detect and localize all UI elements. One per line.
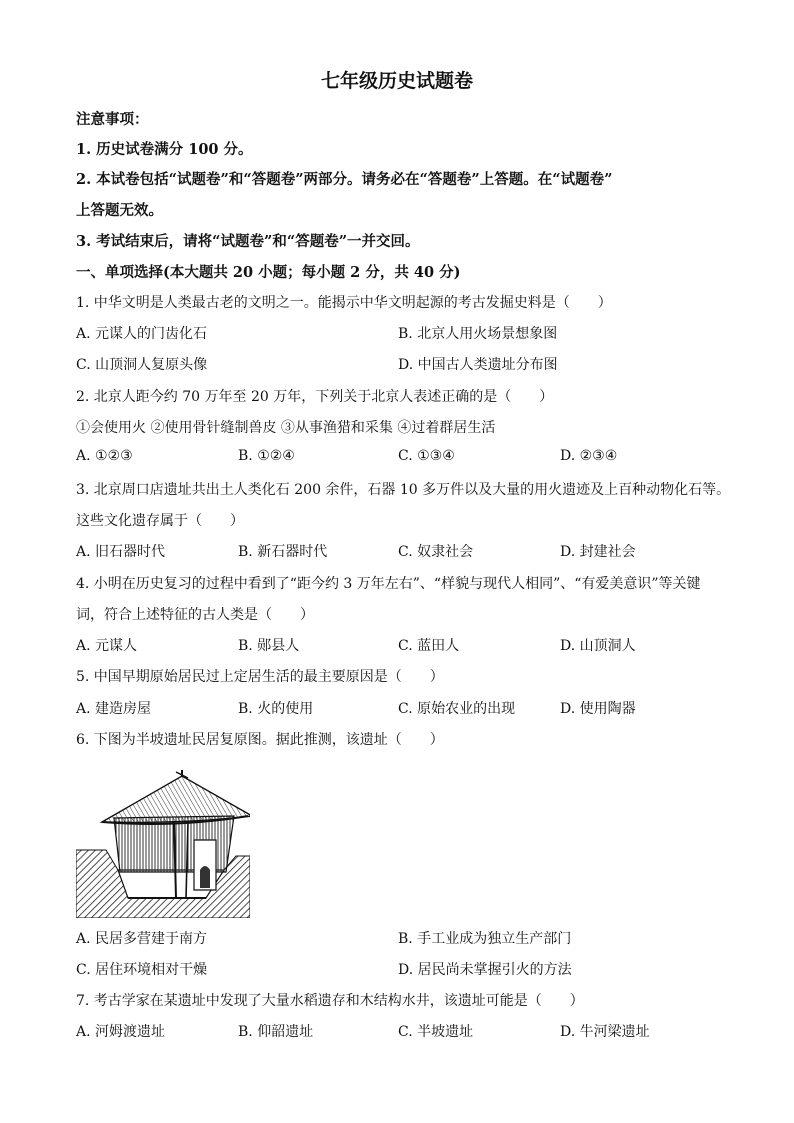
question-2-stem: 2. 北京人距今约 70 万年至 20 万年，下列关于北京人表述正确的是（ ） — [76, 389, 554, 405]
question-6-stem: 6. 下图为半坡遗址民居复原图。据此推测，该遗址（ ） — [76, 732, 444, 748]
question-4-option-a: A. 元谋人 — [76, 638, 138, 654]
question-3-option-b: B. 新石器时代 — [238, 544, 328, 560]
question-2-statements: ①会使用火 ②使用骨针缝制兽皮 ③从事渔猎和采集 ④过着群居生活 — [76, 420, 496, 436]
question-6-option-b: B. 手工业成为独立生产部门 — [398, 931, 572, 947]
question-7-option-a: A. 河姆渡遗址 — [76, 1024, 166, 1040]
question-7-stem: 7. 考古学家在某遗址中发现了大量水稻遗存和木结构水井，该遗址可能是（ ） — [76, 993, 584, 1009]
question-2-option-c: C. ①③④ — [398, 448, 455, 464]
question-3-stem-line-1: 3. 北京周口店遗址共出土人类化石 200 余件，石器 10 多万件以及大量的用火遗迹及上百种动物化石等。 — [76, 482, 731, 498]
question-5-option-b: B. 火的使用 — [238, 701, 314, 717]
section-heading: 一、单项选择(本大题共 20 小题；每小题 2 分，共 40 分) — [76, 264, 461, 281]
notice-item-2-line-2: 上答题无效。 — [76, 202, 163, 219]
question-3-stem-line-2: 这些文化遗存属于（ ） — [76, 513, 244, 529]
question-6-option-a: A. 民居多营建于南方 — [76, 931, 208, 947]
question-7-option-c: C. 半坡遗址 — [398, 1024, 474, 1040]
question-3-option-a: A. 旧石器时代 — [76, 544, 166, 560]
banpo-dwelling-illustration — [76, 770, 250, 918]
question-5-option-d: D. 使用陶器 — [560, 701, 636, 717]
question-4-option-b: B. 郧县人 — [238, 638, 300, 654]
question-4-option-d: D. 山顶洞人 — [560, 638, 636, 654]
question-1-stem: 1. 中华文明是人类最古老的文明之一。能揭示中华文明起源的考古发掘史料是（ ） — [76, 295, 612, 311]
question-1-option-d: D. 中国古人类遗址分布图 — [398, 357, 558, 373]
question-4-stem-line-2: 词，符合上述特征的古人类是（ ） — [76, 607, 314, 623]
question-3-option-c: C. 奴隶社会 — [398, 544, 474, 560]
page-title: 七年级历史试题卷 — [320, 70, 473, 92]
question-7-option-d: D. 牛河梁遗址 — [560, 1024, 650, 1040]
notice-heading: 注意事项： — [76, 111, 149, 128]
question-1-option-b: B. 北京人用火场景想象图 — [398, 326, 558, 342]
question-7-option-b: B. 仰韶遗址 — [238, 1024, 314, 1040]
question-6-option-c: C. 居住环境相对干燥 — [76, 962, 208, 978]
notice-item-3: 3. 考试结束后，请将“试题卷”和“答题卷”一并交回。 — [76, 233, 420, 250]
question-1-option-a: A. 元谋人的门齿化石 — [76, 326, 208, 342]
question-5-stem: 5. 中国早期原始居民过上定居生活的最主要原因是（ ） — [76, 669, 444, 685]
notice-item-2-line-1: 2. 本试卷包括“试题卷”和“答题卷”两部分。请务必在“答题卷”上答题。在“试题卷” — [76, 171, 613, 188]
question-2-option-a: A. ①②③ — [76, 448, 133, 464]
question-6-option-d: D. 居民尚未掌握引火的方法 — [398, 962, 572, 978]
question-4-stem-line-1: 4. 小明在历史复习的过程中看到了“距今约 3 万年左右”、“样貌与现代人相同”、“有爱美意识”等关键 — [76, 576, 701, 592]
question-5-option-c: C. 原始农业的出现 — [398, 701, 516, 717]
question-2-option-d: D. ②③④ — [560, 448, 618, 464]
question-5-option-a: A. 建造房屋 — [76, 701, 152, 717]
question-1-option-c: C. 山顶洞人复原头像 — [76, 357, 208, 373]
question-4-option-c: C. 蓝田人 — [398, 638, 460, 654]
notice-item-1: 1. 历史试卷满分 100 分。 — [76, 141, 253, 158]
question-2-option-b: B. ①②④ — [238, 448, 295, 464]
question-3-option-d: D. 封建社会 — [560, 544, 636, 560]
